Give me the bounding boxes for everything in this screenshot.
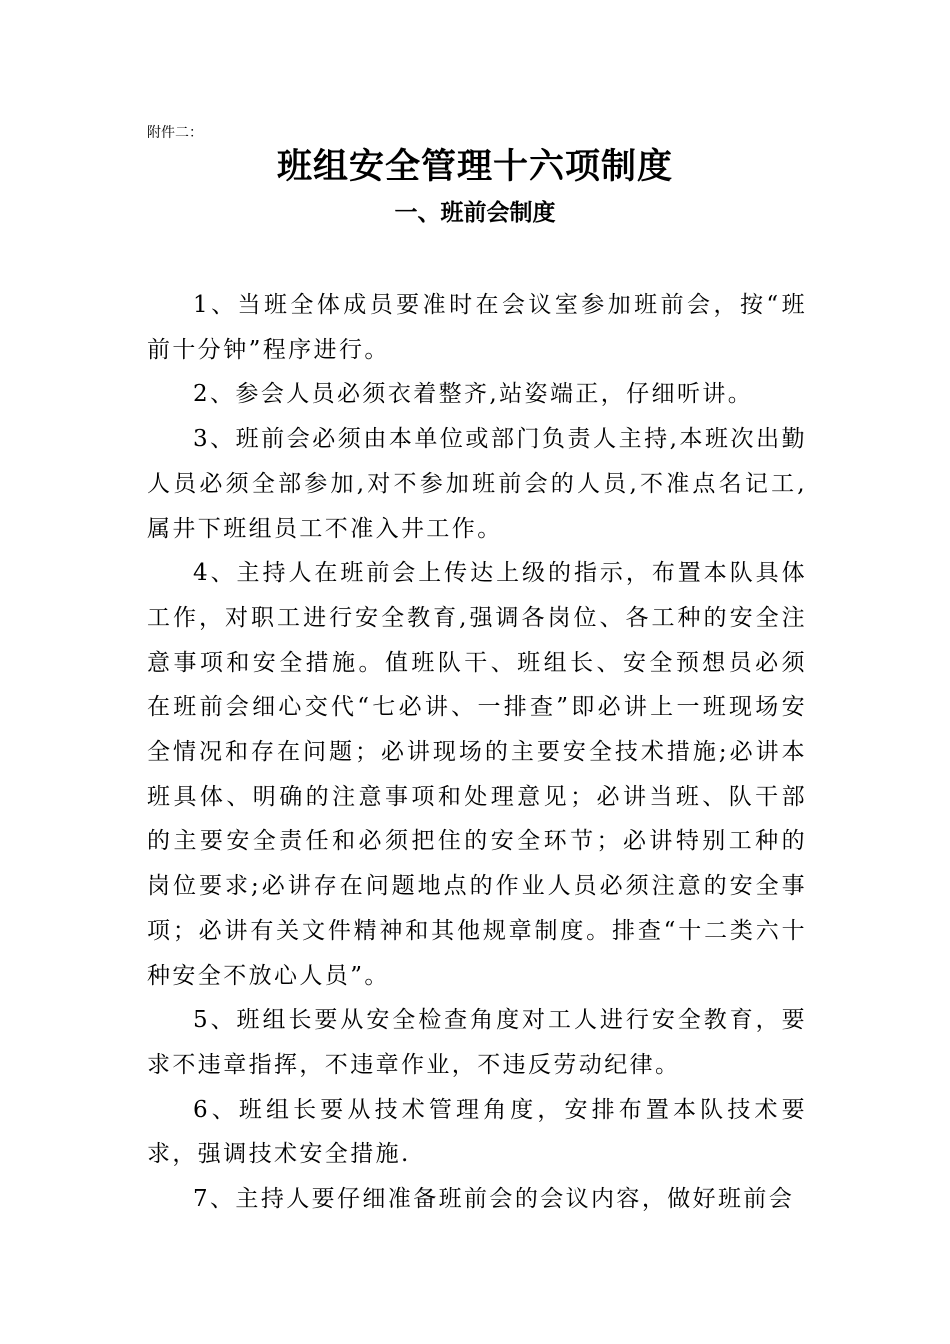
paragraph-7: 7、主持人要仔细准备班前会的会议内容，做好班前会: [193, 1186, 795, 1213]
attachment-label: 附件二：: [147, 125, 203, 141]
paragraph-4: 4、主持人在班前会上传达上级的指示，布置本队具体工作，对职工进行安全教育,强调各岗位、各工种的安全注意事项和安全措施。值班队干、班组长、安全预想员必须在班前会细心交代“七必讲、一排查”即必讲上一班现场安全情况和存在问题；必讲现场的主要安全技术措施;必讲本班具体、明确的注意事项和处理意见；必讲当班、队干部的主要安全责任和必须把住的安全环节；必讲特别工种的岗位要求;必讲存在问题地点的作业人员必须注意的安全事项；必讲有关文件精神和其他规章制度。排查“十二类六十种安全不放心人员”。: [147, 560, 807, 989]
section-heading: 一、班前会制度: [394, 200, 556, 226]
paragraph-1: 1、当班全体成员要准时在会议室参加班前会，按“班前十分钟”程序进行。: [147, 292, 807, 363]
paragraph-6: 6、班组长要从技术管理角度，安排布置本队技术要求，强调技术安全措施.: [147, 1096, 807, 1168]
paragraph-5: 5、班组长要从安全检查角度对工人进行安全教育，要求不违章指挥，不违章作业，不违反劳动纪律。: [147, 1007, 807, 1078]
paragraph-2: 2、参会人员必须衣着整齐,站姿端正，仔细听讲。: [193, 381, 754, 408]
document-body: [147, 283, 807, 1222]
paragraph-3: 3、班前会必须由本单位或部门负责人主持,本班次出勤人员必须全部参加,对不参加班前会的人员,不准点名记工,属井下班组员工不准入井工作。: [147, 426, 807, 542]
document-title: 班组安全管理十六项制度: [276, 147, 673, 187]
